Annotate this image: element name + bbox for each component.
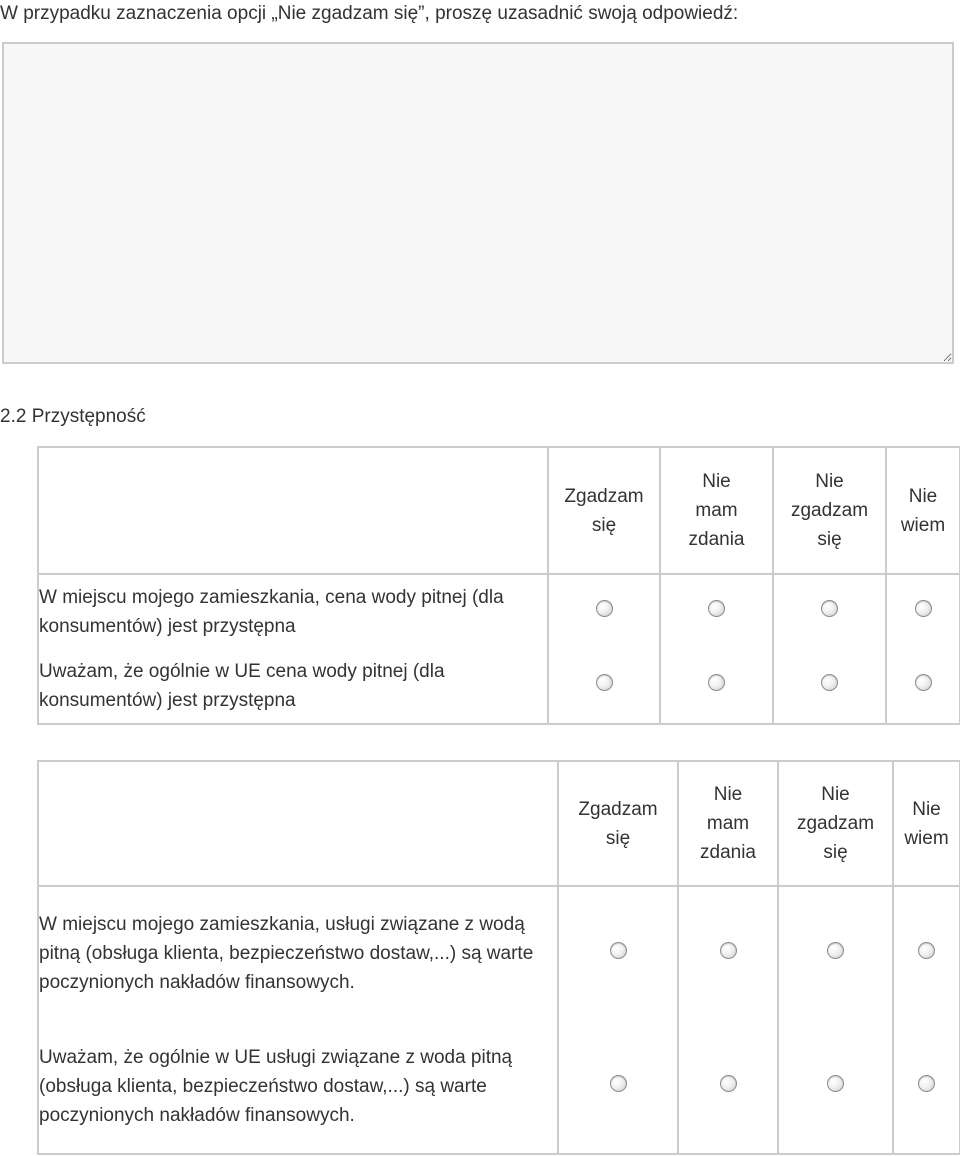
column-header-label: Nie mam zdania <box>688 471 745 550</box>
table-row <box>38 648 960 724</box>
justification-label: W przypadku zaznaczenia opcji „Nie zgadzam się”, proszę uzasadnić swoją odpowiedź: <box>0 3 739 24</box>
justification-textarea[interactable] <box>2 42 954 364</box>
radio-disagree[interactable] <box>827 942 844 959</box>
column-header-agree <box>558 761 678 886</box>
radio-no-opinion[interactable] <box>708 674 725 691</box>
table-row <box>38 1020 960 1154</box>
radio-disagree[interactable] <box>821 600 838 617</box>
affordability-services-table <box>37 760 960 1155</box>
column-header-label: Nie mam zdania <box>700 784 756 863</box>
radio-dont-know[interactable] <box>915 674 932 691</box>
column-header-label: Nie zgadzam się <box>790 471 869 550</box>
column-header-disagree <box>778 761 893 886</box>
statement-text: W miejscu mojego zamieszkania, usługi związane z wodą pitną (obsługa klienta, bezpieczeństwo dostaw,...) są warte poczynionych nakładów finansowych. <box>39 914 534 993</box>
column-header-no-opinion <box>678 761 778 886</box>
column-header-no-opinion <box>660 447 773 574</box>
radio-no-opinion[interactable] <box>720 1075 737 1092</box>
statement-text: W miejscu mojego zamieszkania, cena wody pitnej (dla konsumentów) jest przystępna <box>39 586 504 637</box>
column-header-dont-know <box>886 447 960 574</box>
radio-dont-know[interactable] <box>918 942 935 959</box>
radio-no-opinion[interactable] <box>708 600 725 617</box>
radio-agree[interactable] <box>610 942 627 959</box>
radio-agree[interactable] <box>610 1075 627 1092</box>
radio-disagree[interactable] <box>821 674 838 691</box>
affordability-price-table <box>37 446 960 725</box>
table-corner <box>38 761 558 886</box>
column-header-label: Nie zgadzam się <box>796 784 875 863</box>
column-header-dont-know <box>893 761 960 886</box>
column-header-label: Nie wiem <box>904 798 949 849</box>
radio-dont-know[interactable] <box>915 600 932 617</box>
radio-dont-know[interactable] <box>918 1075 935 1092</box>
column-header-disagree <box>773 447 886 574</box>
radio-agree[interactable] <box>596 600 613 617</box>
column-header-label: Zgadzam się <box>564 485 644 536</box>
table-corner <box>38 447 548 574</box>
column-header-label: Zgadzam się <box>578 798 658 849</box>
radio-agree[interactable] <box>596 674 613 691</box>
column-header-label: Nie wiem <box>900 485 946 536</box>
table-row <box>38 886 960 1020</box>
radio-no-opinion[interactable] <box>720 942 737 959</box>
radio-disagree[interactable] <box>827 1075 844 1092</box>
table-row <box>38 574 960 648</box>
statement-text: Uważam, że ogólnie w UE usługi związane z woda pitną (obsługa klienta, bezpieczeństwo dostaw,...) są warte poczynionych nakładów finansowych. <box>39 1047 513 1126</box>
column-header-agree <box>548 447 660 574</box>
statement-text: Uważam, że ogólnie w UE cena wody pitnej (dla konsumentów) jest przystępna <box>39 660 445 711</box>
section-title: 2.2 Przystępność <box>0 406 146 427</box>
